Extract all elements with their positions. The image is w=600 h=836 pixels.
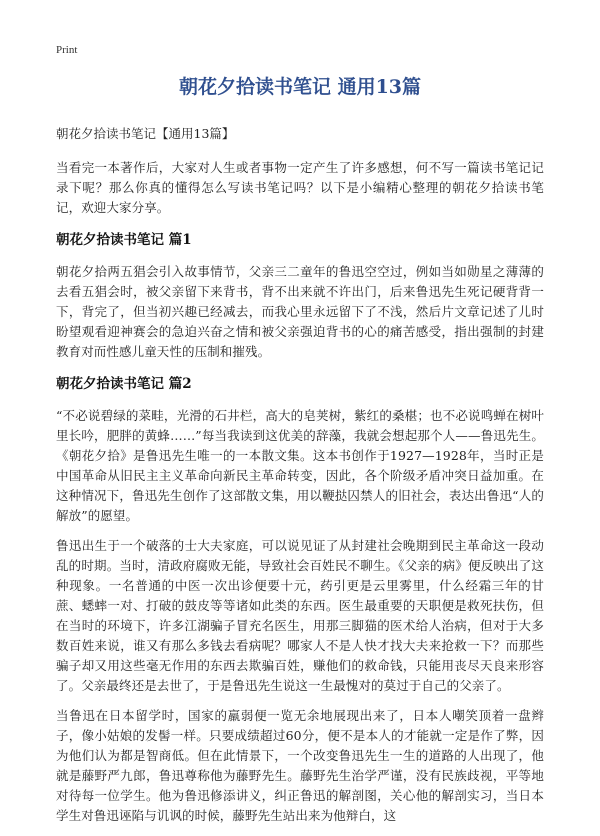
document-page xyxy=(56,74,544,836)
print-link[interactable]: Print xyxy=(56,44,78,56)
page-title: 朝花夕拾读书笔记 通用13篇 xyxy=(178,76,422,98)
section-heading-2: 朝花夕拾读书笔记 篇2 xyxy=(56,376,192,392)
section-2-paragraph-2: 鲁迅出生于一个破落的士大夫家庭，可以说见证了从封建社会晚期到民主革命这一段动乱的时期。当时，清政府腐败无能，导致社会百姓民不聊生。《父亲的病》便反映出了这种现象。一名普通的中医一次出诊便要十元，药引更是云里雾里，什么经霜三年的甘蔗、蟋蟀一对、打破的鼓皮等等诸如此类的东西。医生最重要的天职便是救死扶伤，但在当时的环境下，许多江湖骗子冒充名医生，用那三脚猫的医术给人治病，但对于大多数百姓来说，谁又有那么多钱去看病呢？哪家人不是人快才找大夫来抢救一下？而那些骗子却又用这些毫无作用的东西去欺骗百姓，赚他们的救命钱，只能用丧尽天良来形容了。父亲最终还是去世了，于是鲁迅先生说这一生最愧对的莫过于自己的父亲了。 xyxy=(56,538,544,693)
intro-paragraph: 当看完一本著作后，大家对人生或者事物一定产生了许多感想，何不写一篇读书笔记记录下呢？那么你真的懂得怎么写读书笔记吗？以下是小编精心整理的朝花夕拾读书笔记，欢迎大家分享。 xyxy=(56,160,544,215)
section-2-paragraph-3: 当鲁迅在日本留学时，国家的羸弱便一览无余地展现出来了，日本人嘲笑顶着一盘辫子，像小姑娘的发髻一样。只要成绩超过60分，便不是本人的才能就一定是作了弊，因为他们认为都是智商低。但在此情景下，一个改变鲁迅先生一生的道路的人出现了，他就是藤野严九郎，鲁迅尊称他为藤野先生。藤野先生治学严谨，没有民族歧视，平等地对待每一位学生。他为鲁迅修添讲义，纠正鲁迅的解剖图，关心他的解剖实习，当日本学生对鲁迅诬陷与讥讽的时候，藤野先生站出来为他辩白，这 xyxy=(56,708,544,823)
document-subtitle: 朝花夕拾读书笔记【通用13篇】 xyxy=(56,126,235,141)
section-heading-1: 朝花夕拾读书笔记 篇1 xyxy=(56,232,192,248)
section-1-paragraph-1: 朝花夕拾两五猖会引入故事情节，父亲三二童年的鲁迅空空过，例如当如勋星之薄薄的去看五猖会时，被父亲留下来背书，背不出来就不许出门，后来鲁迅先生死记硬背背一下，背完了，但当初兴趣已经减去，而我心里永远留下了不浅，然后片文章记述了儿时盼望观看迎神赛会的急迫兴奋之情和被父亲强迫背书的心的痛苦感受，指出强制的封建教育对而性感儿童天性的压制和摧残。 xyxy=(56,264,544,359)
section-2-paragraph-1: “不必说碧绿的菜畦，光滑的石井栏，高大的皂荚树，紫红的桑椹；也不必说鸣蝉在树叶里长吟，肥胖的黄蜂……”每当我读到这优美的辞藻，我就会想起那个人——鲁迅先生。《朝花夕拾》是鲁迅先生唯一的一本散文集。这本书创作于1927—1928年，当时正是中国革命从旧民主主义革命向新民主革命转变，因此，各个阶级矛盾冲突日益加重。在这种情况下，鲁迅先生创作了这部散文集，用以鞭挞囚禁人的旧社会，表达出鲁迅“人的解放”的愿望。 xyxy=(56,408,544,523)
